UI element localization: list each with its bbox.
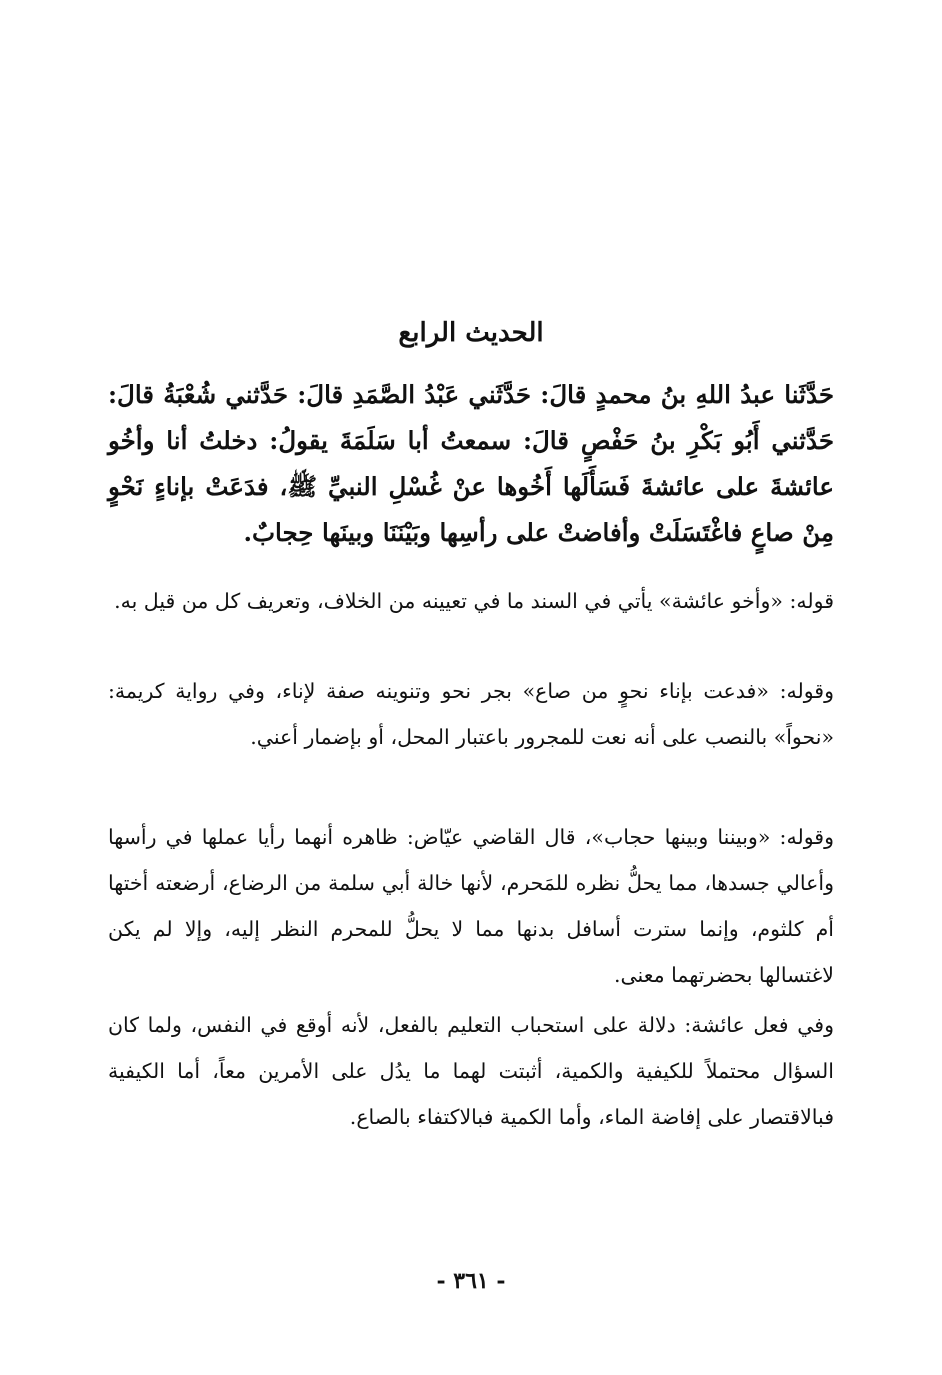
- commentary-paragraph: وفي فعل عائشة: دلالة على استحباب التعليم بالفعل، لأنه أوقع في النفس، ولما كان السؤال محتملاً للكيفية والكمية، أثبتت لهما ما يدُل على الأمرين معاً، أما الكيفية فبالاقتصار على إفاضة الماء، وأما الكمية فبالاكتفاء بالصاع.: [108, 1013, 834, 1129]
- commentary-paragraph: وقوله: «وبيننا وبينها حجاب»، قال القاضي عيّاض: ظاهره أنهما رأيا عملها في رأسها وأعالي جسدها، مما يحلُّ نظره للمَحرم، لأنها خالة أبي سلمة من الرضاع، أرضعته أختها أم كلثوم، وإنما سترت أسافل بدنها مما لا يحلُّ للمحرم النظر إليه، وإلا لم يكن لاغتسالها بحضرتهما معنى.: [108, 825, 834, 987]
- chapter-heading: الحديث الرابع: [398, 318, 544, 348]
- commentary-paragraph: قوله: «وأخو عائشة» يأتي في السند ما في تعيينه من الخلاف، وتعريف كل من قيل به.: [114, 589, 834, 613]
- commentary-paragraph: وقوله: «فدعت بإناء نحوٍ من صاع» بجر نحو وتنوينه صفة لإناء، وفي رواية كريمة: «نحواً» بالنصب على أنه نعت للمجرور باعتبار المحل، أو بإضمار أعني.: [108, 679, 834, 749]
- page-number: - ٣٦١ -: [436, 1268, 506, 1294]
- hadith-text: حَدَّثَنا عبدُ اللهِ بنُ محمدٍ قالَ: حَدَّثَني عَبْدُ الصَّمَدِ قالَ: حَدَّثني شُعْبَةُ قالَ: حَدَّثني أَبُو بَكْرِ بنُ حَفْصٍ قالَ: سمعتُ أبا سَلَمَةَ يقولُ: دخلتُ أنا وأخُو عائشةَ على عائشةَ فَسَأَلَها أَخُوها عنْ غُسْلِ النبيِّ ﷺ، فدَعَتْ بإناءٍ نَحْوٍ مِنْ صاعٍ فاغْتَسَلَتْ وأفاضتْ على رأسِها وبَيْنَنَا وبينَها حِجابٌ.: [108, 380, 834, 547]
